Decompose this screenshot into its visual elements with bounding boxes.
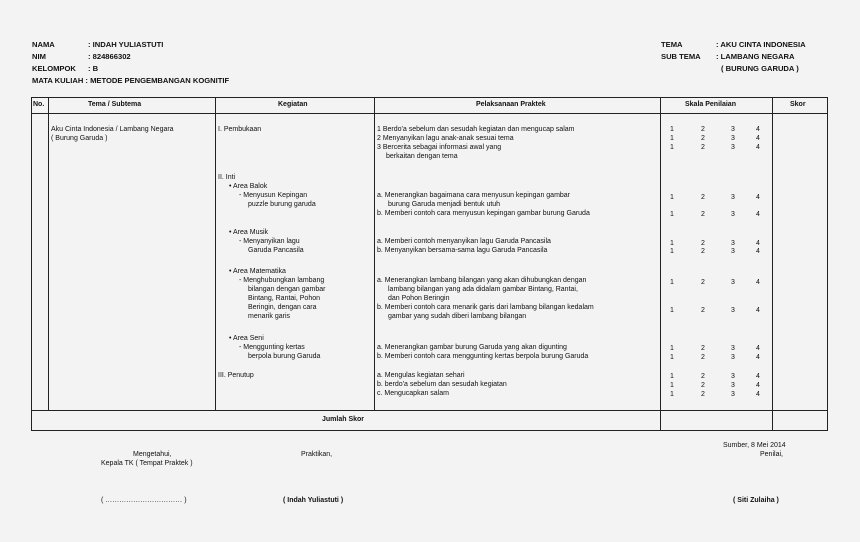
kegiatan-matematika-sub-5: menarik garis [248, 313, 291, 320]
pelaksanaan-pembukaan-2: 2 Menyanyikan lagu anak-anak sesuai tema [377, 135, 514, 142]
scale-1: 1 [670, 240, 674, 247]
scale-1: 1 [670, 391, 674, 398]
scale-3: 3 [731, 307, 735, 314]
scale-1: 1 [670, 279, 674, 286]
pelaksanaan-balok-3: b. Memberi contoh cara menyusun kepingan gambar burung Garuda [377, 210, 590, 217]
scale-4: 4 [756, 240, 760, 247]
pelaksanaan-musik-1: a. Memberi contoh menyanyikan lagu Garuda Pancasila [377, 238, 551, 245]
scale-2: 2 [701, 382, 705, 389]
col-tema: Tema / Subtema [88, 101, 142, 108]
pelaksanaan-balok-1: a. Menerangkan bagaimana cara menyusun kepingan gambar [377, 192, 571, 199]
scale-1: 1 [670, 144, 674, 151]
pelaksanaan-seni-1: a. Menerangkan gambar burung Garuda yang akan digunting [377, 344, 567, 351]
scale-4: 4 [756, 126, 760, 133]
scale-row [670, 135, 765, 144]
scale-1: 1 [670, 194, 674, 201]
pelaksanaan-penutup-2: b. berdo'a sebelum dan sesudah kegiatan [377, 381, 507, 388]
scale-2: 2 [701, 248, 705, 255]
kegiatan-area-musik: • Area Musik [229, 229, 269, 236]
kegiatan-balok-sub-1: - Menyusun Kepingan [239, 192, 308, 199]
scale-3: 3 [731, 144, 735, 151]
scale-3: 3 [731, 248, 735, 255]
kegiatan-balok-sub-2: puzzle burung garuda [248, 201, 316, 208]
scale-row [670, 144, 765, 153]
scale-3: 3 [731, 194, 735, 201]
value-nim: : 824866302 [88, 52, 131, 61]
scale-1: 1 [670, 135, 674, 142]
value-tema: : AKU CINTA INDONESIA [716, 40, 806, 49]
value-subtema-2: ( BURUNG GARUDA ) [721, 64, 799, 73]
pelaksanaan-pembukaan-3: 3 Bercerita sebagai informasi awal yang [377, 144, 502, 151]
label-nama: NAMA [32, 40, 55, 49]
label-subtema: SUB TEMA [661, 52, 701, 61]
scale-row [670, 194, 765, 203]
scale-3: 3 [731, 382, 735, 389]
scale-3: 3 [731, 240, 735, 247]
kegiatan-area-seni: • Area Seni [229, 335, 264, 342]
sign-kepala: Kepala TK ( Tempat Praktek ) [101, 460, 193, 467]
pelaksanaan-penutup-3: c. Mengucapkan salam [377, 390, 449, 397]
scale-row [670, 211, 765, 220]
kegiatan-area-balok: • Area Balok [229, 183, 268, 190]
scale-3: 3 [731, 373, 735, 380]
pelaksanaan-pembukaan-4: berkaitan dengan tema [386, 153, 458, 160]
scale-row [670, 126, 765, 135]
scale-1: 1 [670, 382, 674, 389]
scale-3: 3 [731, 354, 735, 361]
scale-2: 2 [701, 345, 705, 352]
kegiatan-matematika-sub-2: bilangan dengan gambar [248, 286, 326, 293]
scale-4: 4 [756, 194, 760, 201]
scale-4: 4 [756, 135, 760, 142]
scale-row [670, 248, 765, 257]
value-kelompok: : B [88, 64, 99, 73]
sign-date: Sumber, 8 Mei 2014 [723, 442, 786, 449]
pelaksanaan-matematika-4: b. Memberi contoh cara menarik garis dari lambang bilangan kedalam [377, 304, 594, 311]
scale-3: 3 [731, 126, 735, 133]
scale-4: 4 [756, 382, 760, 389]
scale-3: 3 [731, 211, 735, 218]
mata-kuliah: MATA KULIAH : METODE PENGEMBANGAN KOGNITIF [32, 76, 230, 85]
scale-1: 1 [670, 211, 674, 218]
scale-4: 4 [756, 248, 760, 255]
label-tema: TEMA [661, 40, 683, 49]
scale-1: 1 [670, 345, 674, 352]
scale-1: 1 [670, 307, 674, 314]
pelaksanaan-matematika-2: lambang bilangan yang ada didalam gambar Bintang, Rantai, [388, 286, 578, 293]
scale-2: 2 [701, 373, 705, 380]
scale-2: 2 [701, 126, 705, 133]
kegiatan-seni-sub-2: berpola burung Garuda [248, 353, 321, 360]
sign-blank-name: ( …………………………… ) [101, 497, 187, 504]
scale-2: 2 [701, 354, 705, 361]
scale-4: 4 [756, 391, 760, 398]
kegiatan-pembukaan: I. Pembukaan [218, 126, 262, 133]
value-nama: : INDAH YULIASTUTI [88, 40, 164, 49]
scale-1: 1 [670, 126, 674, 133]
scale-3: 3 [731, 391, 735, 398]
pelaksanaan-pembukaan-1: 1 Berdo'a sebelum dan sesudah kegiatan dan mengucap salam [377, 126, 575, 133]
scale-2: 2 [701, 391, 705, 398]
kegiatan-matematika-sub-3: Bintang, Rantai, Pohon [248, 295, 320, 302]
scale-4: 4 [756, 307, 760, 314]
scale-row [670, 345, 765, 354]
jumlah-skor-label: Jumlah Skor [322, 416, 365, 423]
scale-2: 2 [701, 279, 705, 286]
scale-2: 2 [701, 194, 705, 201]
scale-row [670, 391, 765, 400]
scale-4: 4 [756, 211, 760, 218]
kegiatan-matematika-sub-4: Beringin, dengan cara [248, 304, 317, 311]
kegiatan-inti: II. Inti [218, 174, 236, 181]
col-skala: Skala Penilaian [685, 101, 736, 108]
scale-row [670, 382, 765, 391]
col-skor: Skor [790, 101, 806, 108]
scale-4: 4 [756, 279, 760, 286]
kegiatan-matematika-sub-1: - Menghubungkan lambang [239, 277, 325, 284]
label-nim: NIM [32, 52, 46, 61]
kegiatan-seni-sub-1: - Menggunting kertas [239, 344, 305, 351]
scale-2: 2 [701, 211, 705, 218]
scale-2: 2 [701, 307, 705, 314]
col-no: No. [33, 101, 45, 108]
kegiatan-musik-sub-2: Garuda Pancasila [248, 247, 304, 254]
pelaksanaan-matematika-3: dan Pohon Beringin [388, 295, 450, 302]
scale-2: 2 [701, 144, 705, 151]
scale-row [670, 354, 765, 363]
sign-praktikan-name: ( Indah Yuliastuti ) [283, 497, 344, 504]
pelaksanaan-musik-2: b. Menyanyikan bersama-sama lagu Garuda Pancasila [377, 247, 548, 254]
sign-mengetahui: Mengetahui, [133, 451, 172, 458]
kegiatan-penutup: III. Penutup [218, 372, 254, 379]
value-subtema: : LAMBANG NEGARA [716, 52, 795, 61]
scale-4: 4 [756, 354, 760, 361]
scale-1: 1 [670, 373, 674, 380]
scale-3: 3 [731, 135, 735, 142]
kegiatan-area-matematika: • Area Matematika [229, 268, 286, 275]
pelaksanaan-balok-2: burung Garuda menjadi bentuk utuh [388, 201, 501, 208]
pelaksanaan-matematika-1: a. Menerangkan lambang bilangan yang akan dihubungkan dengan [377, 277, 587, 284]
pelaksanaan-seni-2: b. Memberi contoh cara menggunting kertas berpola burung Garuda [377, 353, 589, 360]
scale-2: 2 [701, 135, 705, 142]
scale-row [670, 307, 765, 316]
pelaksanaan-matematika-5: gambar yang sudah diberi lambang bilangan [388, 313, 527, 320]
col-pelaksanaan: Pelaksanaan Praktek [476, 101, 546, 108]
sign-penilai: Penilai, [760, 451, 783, 458]
scale-3: 3 [731, 345, 735, 352]
scale-4: 4 [756, 144, 760, 151]
scale-row [670, 373, 765, 382]
tema-line-1: Aku Cinta Indonesia / Lambang Negara [51, 126, 174, 133]
sign-praktikan: Praktikan, [301, 451, 333, 458]
col-kegiatan: Kegiatan [278, 101, 308, 108]
scale-1: 1 [670, 354, 674, 361]
scale-4: 4 [756, 345, 760, 352]
sign-penilai-name: ( Siti Zulaiha ) [733, 497, 779, 504]
pelaksanaan-penutup-1: a. Mengulas kegiatan sehari [377, 372, 465, 379]
scale-4: 4 [756, 373, 760, 380]
tema-line-2: ( Burung Garuda ) [51, 135, 108, 142]
scale-3: 3 [731, 279, 735, 286]
scale-row [670, 279, 765, 288]
kegiatan-musik-sub-1: - Menyanyikan lagu [239, 238, 300, 245]
scale-1: 1 [670, 248, 674, 255]
label-kelompok: KELOMPOK [32, 64, 76, 73]
scale-2: 2 [701, 240, 705, 247]
